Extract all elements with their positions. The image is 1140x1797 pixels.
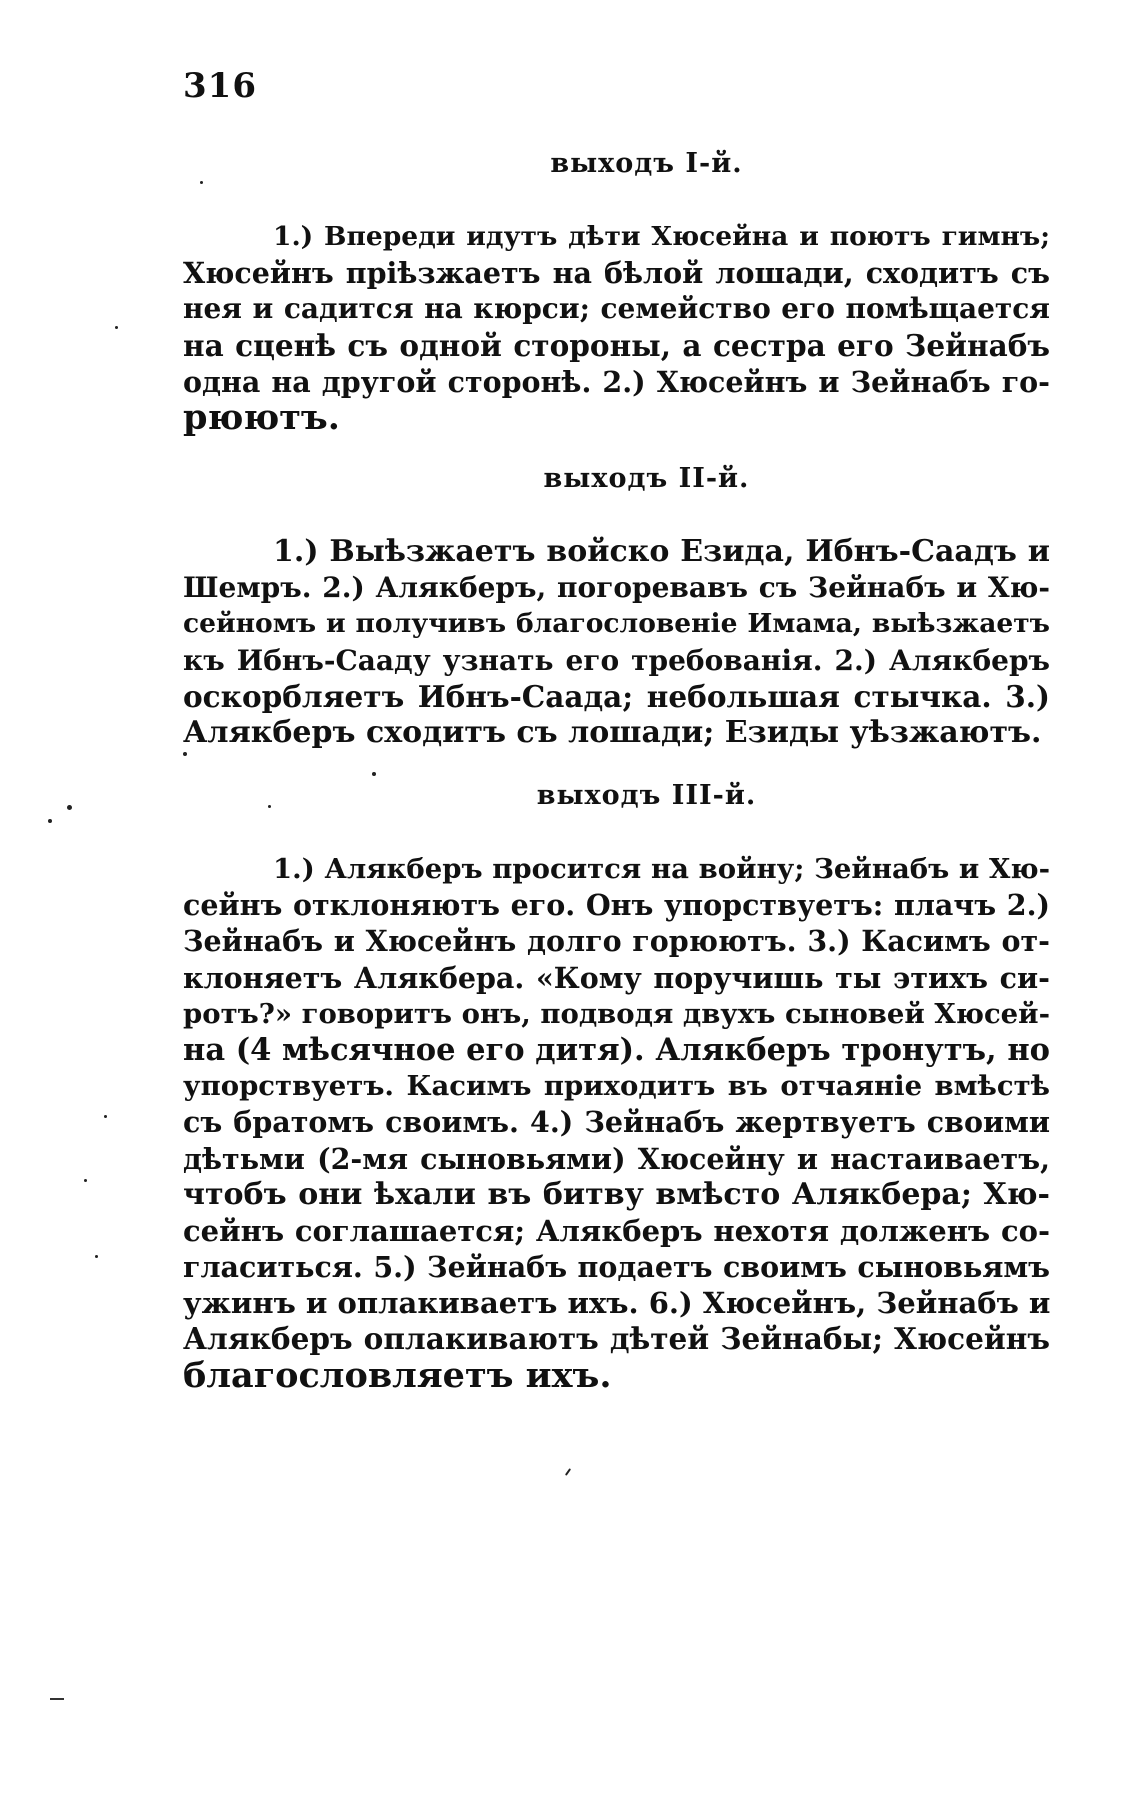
text-line: ротъ?» говоритъ онъ, подводя двухъ сыновей Хюсей-: [183, 997, 1050, 1030]
text-line: нея и садится на кюрси; семейство его помѣщается: [183, 292, 1050, 326]
text-line: Хюсейнъ пріѣзжаетъ на бѣлой лошади, сходитъ съ: [183, 256, 1050, 291]
scan-speck: [67, 805, 72, 810]
text-line: на (4 мѣсячное его дитя). Алякберъ тронутъ, но: [183, 1031, 1050, 1068]
scan-speck: [104, 1115, 107, 1118]
text-line: одна на другой сторонѣ. 2.) Хюсейнъ и Зейнабъ го-: [183, 364, 1050, 399]
text-line: Алякберъ оплакиваютъ дѣтей Зейнабы; Хюсейнъ: [183, 1321, 1050, 1357]
text-line: 1.) Впереди идутъ дѣти Хюсейна и поютъ гимнъ;: [273, 221, 1050, 252]
scan-speck: [372, 772, 376, 776]
text-line: упорствуетъ. Касимъ приходитъ въ отчаяніе вмѣстѣ: [183, 1070, 1050, 1103]
text-line: сейномъ и получивъ благословеніе Имама, выѣзжаетъ: [183, 608, 1050, 640]
text-line: 1.) Алякберъ просится на войну; Зейнабъ и Хю-: [273, 853, 1050, 885]
text-line: Шемръ. 2.) Алякберъ, погоревавъ съ Зейнабъ и Хю-: [183, 571, 1050, 605]
scan-speck: [183, 752, 187, 756]
scan-speck: [268, 805, 271, 808]
text-line: Зейнабъ и Хюсейнъ долго горюютъ. 3.) Касимъ от-: [183, 924, 1050, 959]
scan-speck: [84, 1179, 87, 1182]
section-heading: выходъ II-й.: [543, 463, 750, 494]
section-exit-3: [183, 780, 1050, 1394]
scan-speck: [95, 1255, 98, 1258]
text-line: благословляетъ ихъ.: [183, 1354, 612, 1396]
scan-speck: [200, 181, 203, 184]
text-line: на сценѣ съ одной стороны, а сестра его Зейнабъ: [183, 327, 1050, 363]
scan-speck: [565, 1468, 571, 1476]
section-exit-1: [183, 148, 1050, 436]
page-number: 316: [183, 66, 257, 106]
section-exit-2: [183, 463, 1050, 751]
text-line: чтобъ они ѣхали въ битву вмѣсто Алякбера; Хю-: [183, 1176, 1050, 1212]
section-heading: выходъ III-й.: [536, 780, 757, 811]
text-line: ужинъ и оплакиваетъ ихъ. 6.) Хюсейнъ, Зейнабъ и: [183, 1286, 1051, 1321]
scan-speck: [48, 819, 52, 823]
text-line: Алякберъ сходитъ съ лошади; Езиды уѣзжаютъ.: [183, 714, 1042, 750]
scan-speck: [115, 326, 118, 329]
text-line: 1.) Выѣзжаетъ войско Езида, Ибнъ-Саадъ и: [273, 534, 1050, 569]
text-line: сейнъ отклоняютъ его. Онъ упорствуетъ: плачъ 2.): [183, 888, 1050, 923]
text-line: оскорбляетъ Ибнъ-Саада; небольшая стычка. 3.): [183, 678, 1050, 714]
section-heading: выходъ I-й.: [550, 148, 743, 179]
text-line: клоняетъ Алякбера. «Кому поручишь ты этихъ си-: [183, 960, 1050, 995]
text-line: гласиться. 5.) Зейнабъ подаетъ своимъ сыновьямъ: [183, 1250, 1050, 1285]
text-line: съ братомъ своимъ. 4.) Зейнабъ жертвуетъ своими: [183, 1105, 1050, 1140]
text-line: сейнъ соглашается; Алякберъ нехотя долженъ со-: [183, 1213, 1050, 1248]
text-line: рюютъ.: [183, 396, 340, 438]
scan-mark: [50, 1698, 64, 1700]
text-line: къ Ибнъ-Сааду узнать его требованія. 2.) Алякберъ: [183, 643, 1050, 677]
text-line: дѣтьми (2-мя сыновьями) Хюсейну и настаиваетъ,: [183, 1141, 1050, 1176]
